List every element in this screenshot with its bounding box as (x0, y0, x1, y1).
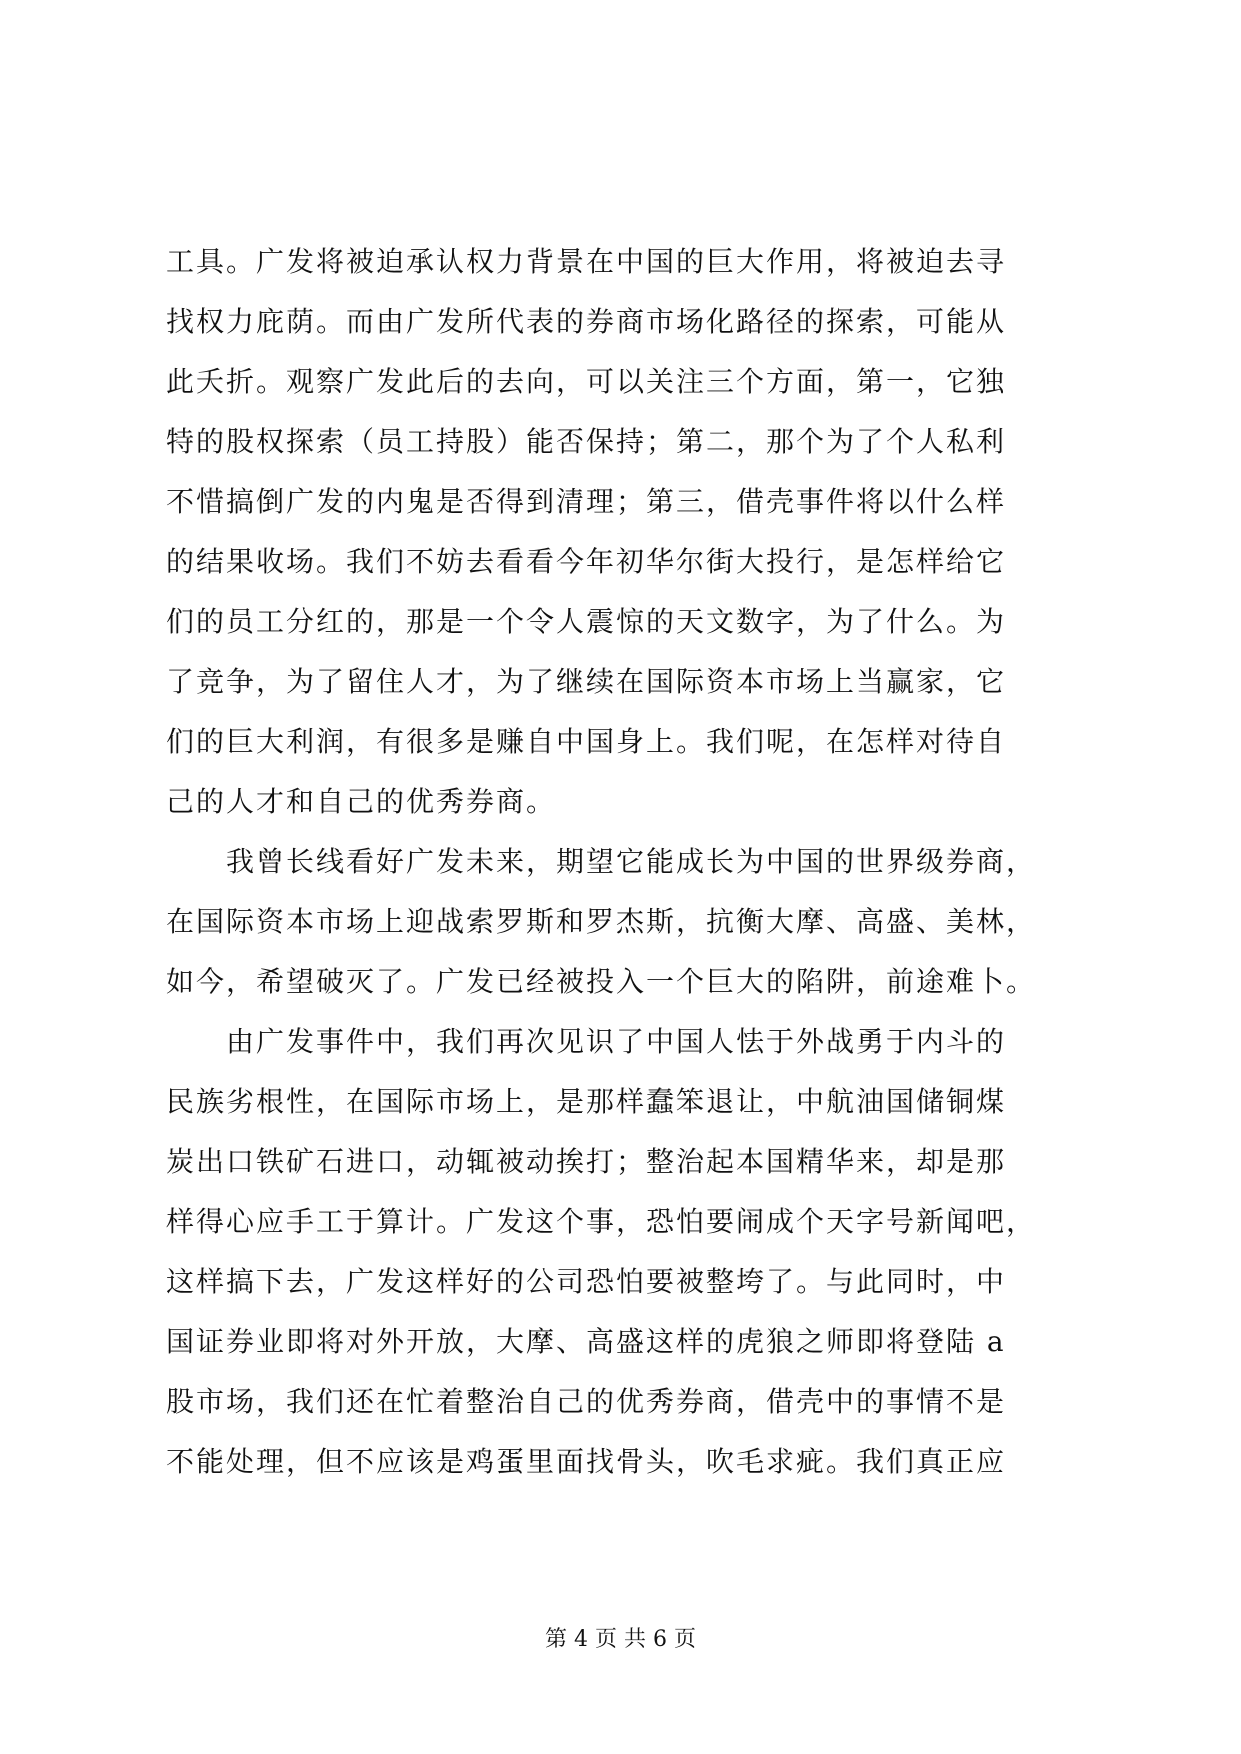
text-line: 了竞争，为了留住人才，为了继续在国际资本市场上当赢家，它 (166, 665, 1007, 698)
text-line: 国证券业即将对外开放，大摩、高盛这样的虎狼之师即将登陆 a (166, 1325, 1006, 1358)
text-line: 己的人才和自己的优秀券商。 (166, 785, 557, 818)
document-body (166, 232, 1076, 1492)
text-line: 们的巨大利润，有很多是赚自中国身上。我们呢，在怎样对待自 (166, 725, 1007, 758)
text-line: 如今，希望破灭了。广发已经被投入一个巨大的陷阱，前途难卜。 (166, 965, 1037, 998)
text-line: 由广发事件中，我们再次见识了中国人怯于外战勇于内斗的 (166, 1025, 1007, 1058)
paragraph-1 (166, 232, 1076, 832)
text-line: 不能处理，但不应该是鸡蛋里面找骨头，吹毛求疵。我们真正应 (166, 1445, 1007, 1478)
text-line: 们的员工分红的，那是一个令人震惊的天文数字，为了什么。为 (166, 605, 1007, 638)
text-line: 民族劣根性，在国际市场上，是那样蠢笨退让，中航油国储铜煤 (166, 1085, 1007, 1118)
text-line: 炭出口铁矿石进口，动辄被动挨打；整治起本国精华来，却是那 (166, 1145, 1007, 1178)
text-line: 我曾长线看好广发未来，期望它能成长为中国的世界级券商， (166, 845, 1037, 878)
text-line: 股市场，我们还在忙着整治自己的优秀券商，借壳中的事情不是 (166, 1385, 1007, 1418)
page-number-footer: 第 4 页 共 6 页 (545, 1627, 696, 1652)
paragraph-3 (166, 1012, 1076, 1492)
text-line: 的结果收场。我们不妨去看看今年初华尔街大投行，是怎样给它 (166, 545, 1007, 578)
text-line: 工具。广发将被迫承认权力背景在中国的巨大作用，将被迫去寻 (166, 245, 1007, 278)
paragraph-2 (166, 832, 1076, 1012)
text-line: 样得心应手工于算计。广发这个事，恐怕要闹成个天字号新闻吧， (166, 1205, 1037, 1238)
text-line: 找权力庇荫。而由广发所代表的券商市场化路径的探索，可能从 (166, 305, 1007, 338)
text-line: 不惜搞倒广发的内鬼是否得到清理；第三，借壳事件将以什么样 (166, 485, 1007, 518)
text-line: 此夭折。观察广发此后的去向，可以关注三个方面，第一，它独 (166, 365, 1007, 398)
text-line: 特的股权探索（员工持股）能否保持；第二，那个为了个人私利 (166, 425, 1007, 458)
text-line: 在国际资本市场上迎战索罗斯和罗杰斯，抗衡大摩、高盛、美林， (166, 905, 1037, 938)
text-line: 这样搞下去，广发这样好的公司恐怕要被整垮了。与此同时，中 (166, 1265, 1007, 1298)
